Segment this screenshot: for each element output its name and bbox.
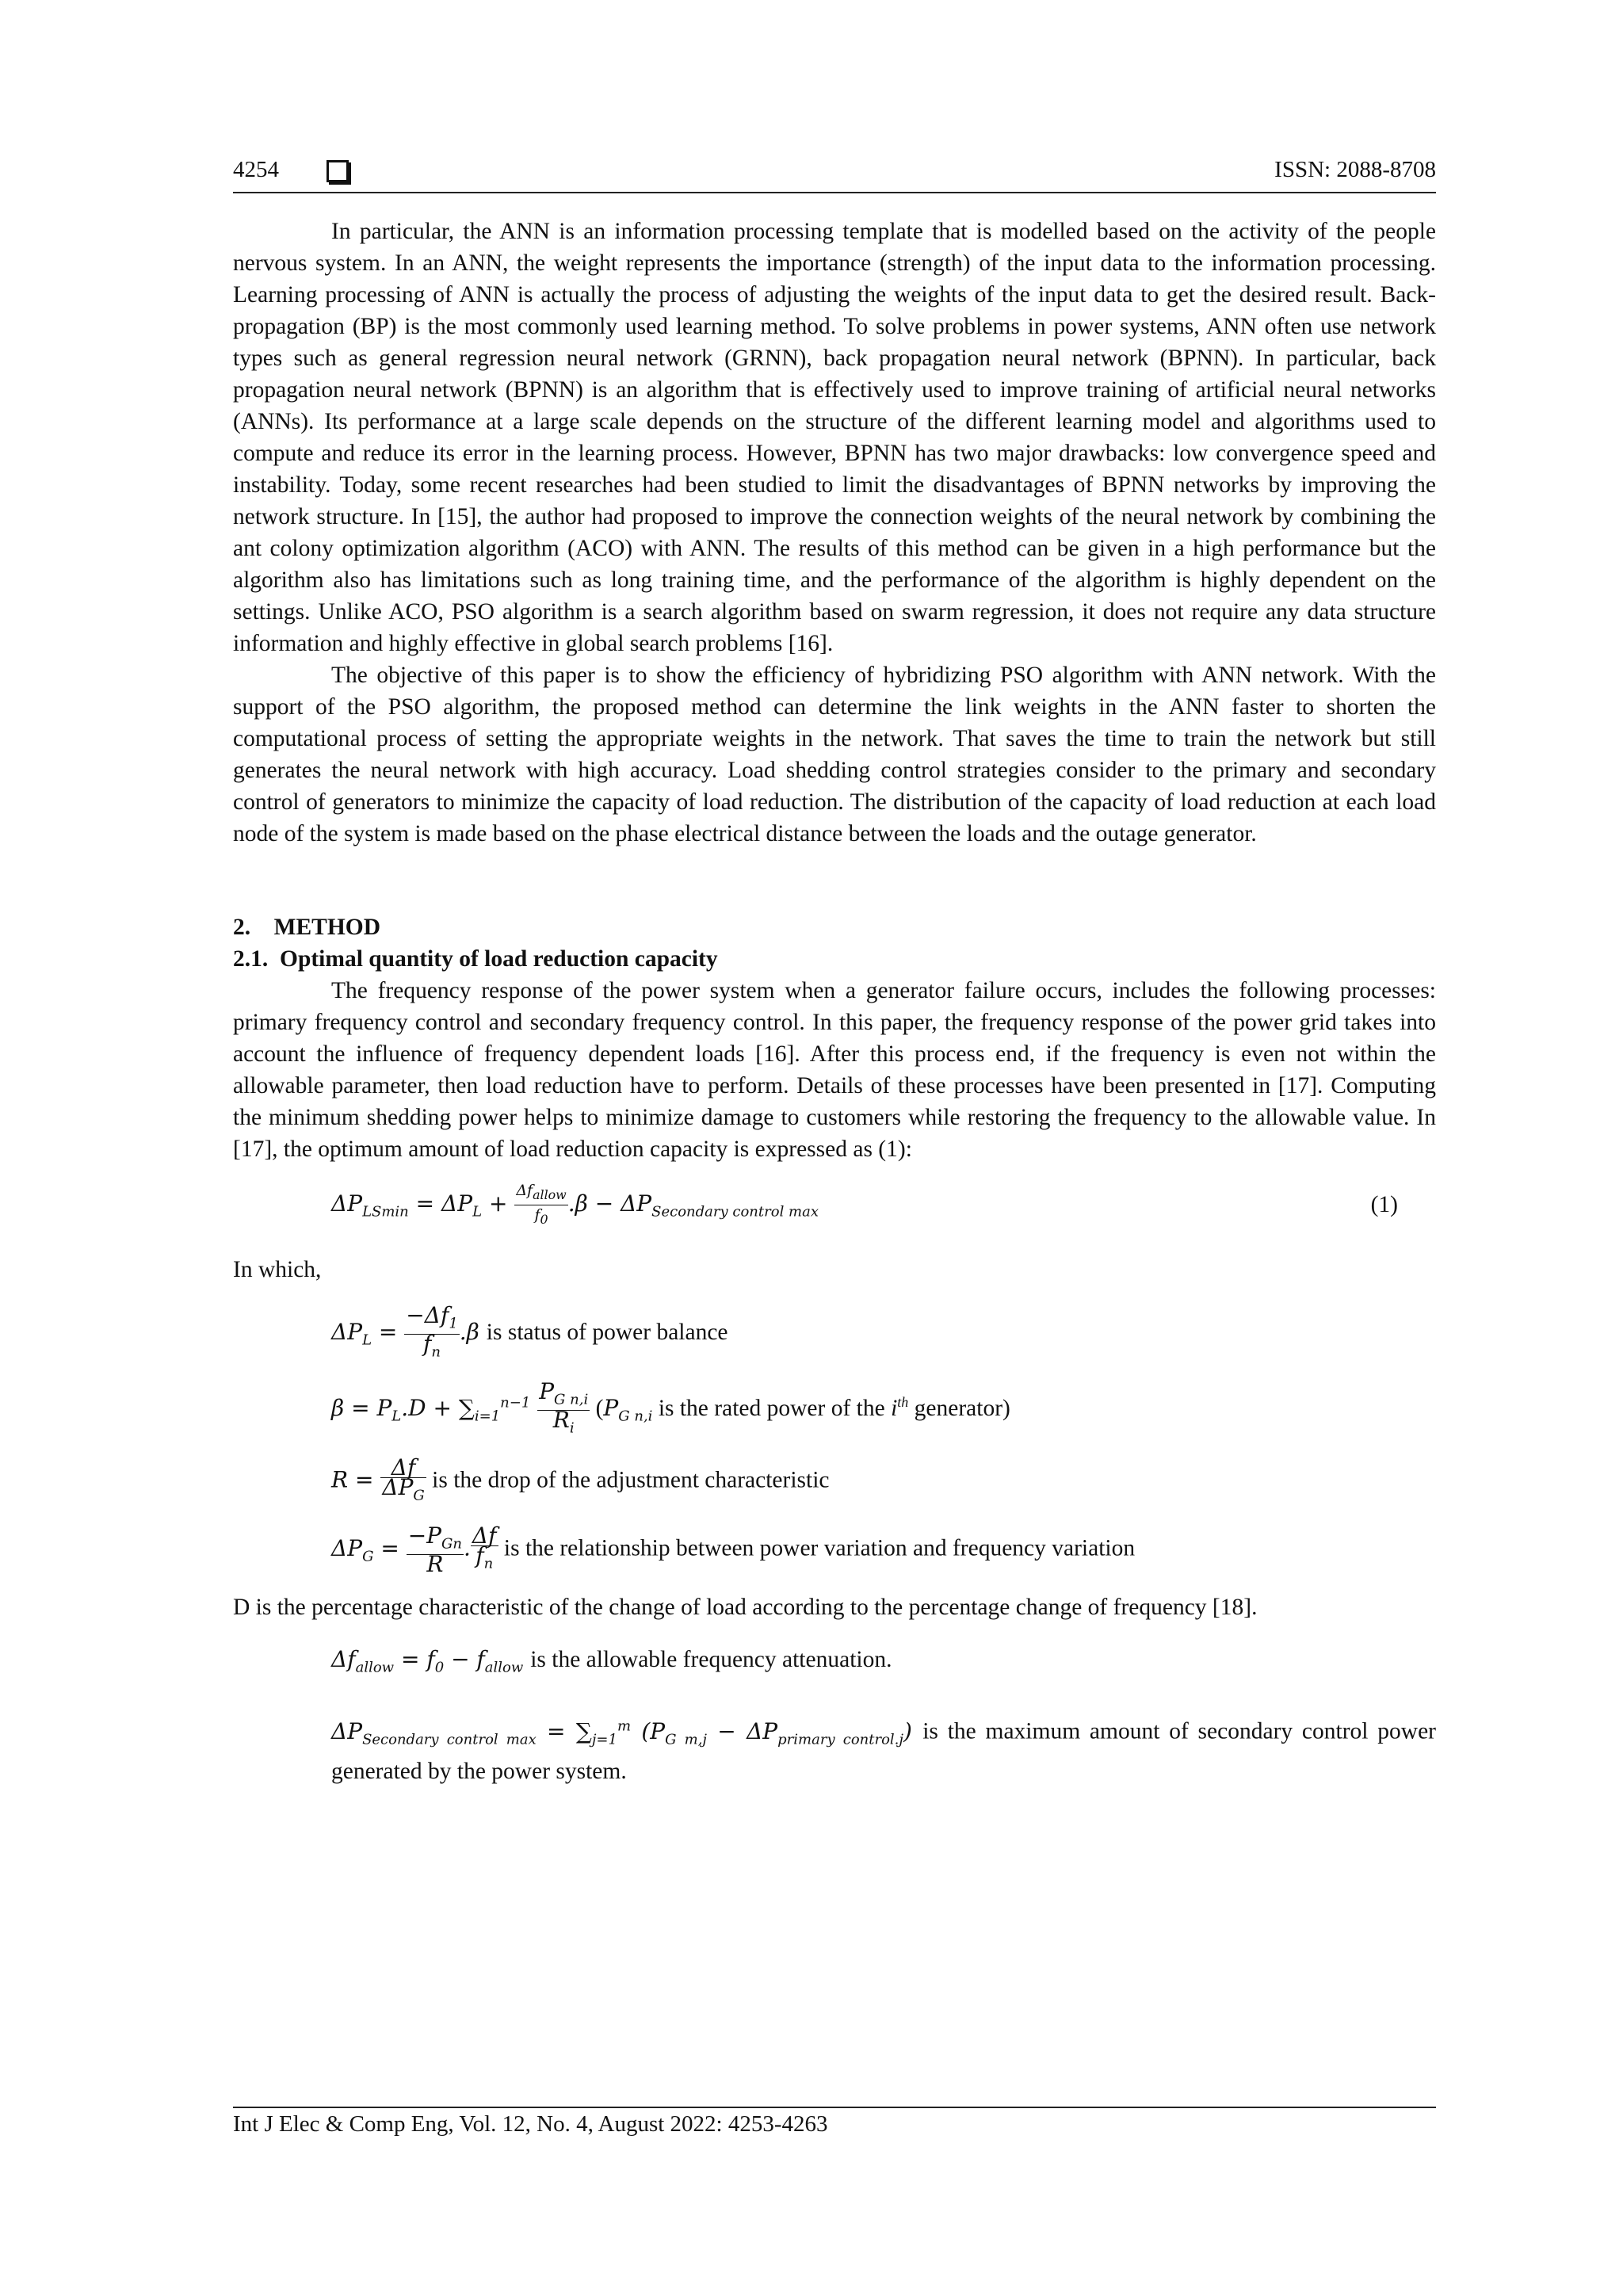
definition-r: R = $\frac{\Delta f}{\Delta P_G}$ is the drop of the adjustment characteristic bbox=[331, 1454, 830, 1504]
paper-page bbox=[233, 0, 1436, 2296]
page-footer bbox=[233, 2107, 1436, 2137]
page-body bbox=[233, 216, 1436, 1787]
issn-label: ISSN: 2088-8708 bbox=[1274, 157, 1436, 182]
journal-citation: Int J Elec & Comp Eng, Vol. 12, No. 4, August 2022: 4253-4263 bbox=[233, 2111, 828, 2137]
in-which-label: In which, bbox=[233, 1257, 322, 1282]
definition-delta-pg: $\Delta P_G$ = $\frac{-P_{Gn}}{R}$ . $\frac{\Delta f}{f_n}$ is the relationship between power variation and frequency variation bbox=[331, 1522, 1136, 1577]
page-header bbox=[233, 157, 1436, 193]
subsection-heading: 2.1. Optimal quantity of load reduction capacity bbox=[233, 946, 718, 972]
definition-delta-pl: $\Delta P_L$ = $\frac{-\Delta f_1}{f_n}$ .β is status of power balance bbox=[331, 1302, 728, 1361]
definition-beta: $\beta = P_L.D + \sum_{i=1}^{n-1}$ $\frac{P_{G n,i}}{R_i}$ ($P_{G n,i}$ is the rated power of the $i^{th}$ generator) bbox=[331, 1378, 1010, 1437]
d-definition-line: D is the percentage characteristic of the change of load according to the percentage change of frequency [18]. bbox=[233, 1595, 1258, 1621]
section-heading-method: 2. METHOD bbox=[233, 915, 381, 940]
paragraph-ann: In particular, the ANN is an information processing template that is modelled based on the activity of the people nervous system. In an ANN, the weight represents the importance (strength) of the input data to the information processing. Learning processing of ANN is actually the process of adjusting the weights of the input data to get the desired result. Back-propagation (BP) is the most commonly used learning method. To solve problems in power systems, ANN often use network types such as general regression neural network (GRNN), back propagation neural network (BPNN). In particular, back propagation neural network (BPNN) is an algorithm that is effectively used to improve training of artificial neural networks (ANNs). Its performance at a large scale depends on the structure of the different learning model and algorithms used to compute and reduce its error in the learning process. However, BPNN has two major drawbacks: low convergence speed and instability. Today, some recent researches had been studied to limit the disadvantages of BPNN networks by improving the network structure. In [15], the author had proposed to improve the connection weights of the neural network by combining the ant colony optimization algorithm (ACO) with ANN. The results of this method can be given in a high performance but the algorithm also has limitations such as long training time, and the performance of the algorithm is highly dependent on the settings. Unlike ACO, PSO algorithm is a search algorithm based on swarm regression, it does not require any data structure information and highly effective in global search problems [16]. bbox=[233, 219, 1436, 656]
definition-p-secondary: $\Delta P_{Secondary control max} = \sum_{j=1}^m$ $(P_{G m,j} - \Delta P_{primary control.j})$ is the maximum amount of secondary control power generated by the power system. bbox=[331, 1717, 1436, 1785]
definition-delta-f-allow: $\Delta f_{allow} = f_0 - f_{allow}$ is the allowable frequency attenuation. bbox=[331, 1646, 892, 1676]
equation-number: (1) bbox=[1370, 1192, 1398, 1217]
square-bullet-icon bbox=[327, 160, 349, 182]
paragraph-objective: The objective of this paper is to show the efficiency of hybridizing PSO algorithm with ANN network. With the support of the PSO algorithm, the proposed method can determine the link weights in the ANN faster to shorten the computational process of setting the appropriate weights in the network. That saves the time to train the network but still generates the neural network with high accuracy. Load shedding control strategies consider to the primary and secondary control of generators to minimize the capacity of load reduction. The distribution of the capacity of load reduction at each load node of the system is made based on the phase electrical distance between the loads and the outage generator. bbox=[233, 663, 1436, 846]
paragraph-frequency-response: The frequency response of the power system when a generator failure occurs, includes the following processes: primary frequency control and secondary frequency control. In this paper, the frequency response of the power grid takes into account the influence of frequency dependent loads [16]. After this process end, if the frequency is even not within the allowable parameter, then load reduction have to perform. Details of these processes have been presented in [17]. Computing the minimum shedding power helps to minimize damage to customers while restoring the frequency to the allowable value. In [17], the optimum amount of load reduction capacity is expressed as (1): bbox=[233, 978, 1436, 1162]
page-number: 4254 bbox=[233, 157, 279, 182]
equation-1: $\Delta P_{LSmin} = \Delta P_L$ + $\frac{\Delta f_{allow}}{f_0}$ $.\beta - \Delta P_{Secondary control max}$ (1) bbox=[331, 1182, 1398, 1227]
